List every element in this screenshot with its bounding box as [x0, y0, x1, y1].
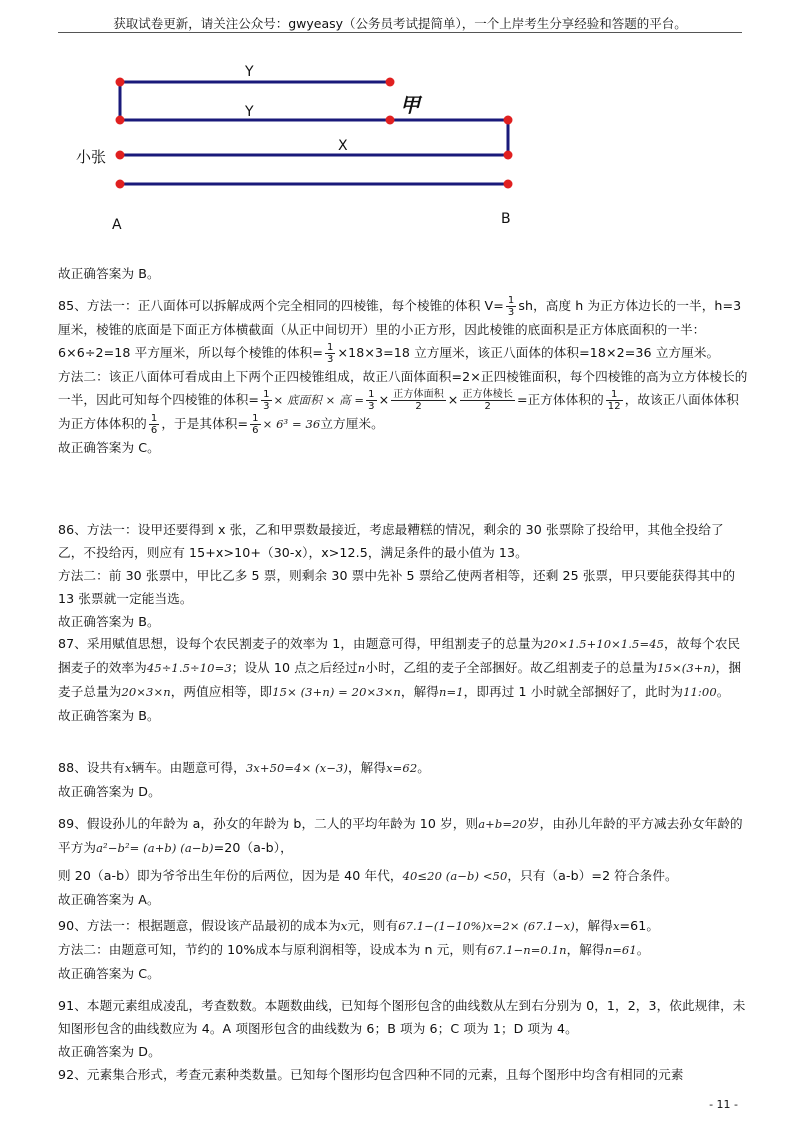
page-header: 获取试卷更新，请关注公众号：gwyeasy（公务员考试提简单），一个上岸考生分享经验和答题的平台。 — [113, 16, 687, 31]
q85-method1: 85、方法一：正八面体可以拆解成两个完全相同的四棱锥，每个棱锥的体积 V= $\frac{1}{3}$ sh，高度 h 为正方体边长的一半，h=3 厘米，棱锥的底面是下面正方体横截面（从正中间切开）里的小正方形，因此棱锥的底面积是正方体底面积的一半：6×6÷2=18 平方厘米，所以每个棱锥的体积= $\frac{1}{3}$ ×18×3=18 立方厘米，该正八面体的体积=18×2=36 立方厘米。 — [58, 295, 742, 365]
question-90: 90、方法一：根据题意，假设该产品最初的成本为x元，则有67.1−(1−10%)x=2× (67.1−x)，解得x=61。 方法二：由题意可知，节约的 10%成本与原利润相等，设成本为 n 元，则有67.1−n=0.1n，解得n=61。 故正确答案为 C。 — [58, 918, 660, 981]
point — [116, 151, 125, 160]
answer-84: 故正确答案为 B。 — [58, 266, 160, 281]
question-91: 91、本题元素组成凌乱，考查数数。本题数曲线，已知每个图形包含的曲线数从左到右分别为 0，1，2，3，依此规律，未知图形包含的曲线数应为 4。A 项图形包含的曲线数为 6；B 项为 6；C 项为 1；D 项为 4。 故正确答案为 D。 — [58, 998, 746, 1059]
question-86: 86、方法一：设甲还要得到 x 张，乙和甲票数最接近，考虑最糟糕的情况，剩余的 30 张票除了投给甲，其他全投给了乙，不投给丙，则应有 15+x>10+（30-x），x>12.5，满足条件的最小值为 13。 方法二：前 30 张票中，甲比乙多 5 票，则剩余 30 票中先补 5 票给乙使两者相等，还剩 25 张票，甲只要能获得其中的 13 张票就一定能当选。 故正确答案为 B。 — [58, 522, 736, 629]
header-divider — [58, 32, 742, 33]
question-89: 89、假设孙儿的年龄为 a，孙女的年龄为 b，二人的平均年龄为 10 岁，则a+b=20岁，由孙儿年龄的平方减去孙女年龄的平方为a²−b²= (a+b) (a−b)=20（a-b）， 则 20（a-b）即为爷爷出生年份的后两位，因为是 40 年代，40≤20 (a−b) <50，只有（a-b）=2 符合条件。 故正确答案为 A。 — [58, 816, 743, 907]
q85-method2: 方法二：该正八面体可看成由上下两个正四棱锥组成，故正八面体面积=2×正四棱锥面积，每个四棱锥的高为立方体棱长的一半，因此可知每个四棱锥的体积= $\frac{1}{3}$ × 底面积 × 高 = $\frac{1}{3}$ × $\frac{\text{正方体面积}}{2}$ × $\frac{\text{正方体棱长}}{2}$ =正方体体积的 $\frac{1}{12}$ ，故该正八面体体积为正方体体积的 $\frac{1}{6}$ ，于是其体积= $\frac{1}{6}$ × 6³ = 36立方厘米。 — [58, 369, 748, 436]
point — [504, 116, 513, 125]
label-a: A — [112, 217, 122, 233]
point — [116, 78, 125, 87]
question-88: 88、设共有x辆车。由题意可得，3x+50=4× (x−3)，解得x=62。 故正确答案为 D。 — [58, 760, 430, 799]
point — [504, 151, 513, 160]
question-87: 87、采用赋值思想，设每个农民割麦子的效率为 1，由题意可得，甲组割麦子的总量为20×1.5+10×1.5=45，故每个农民捆麦子的效率为45÷1.5÷10=3；设从 10 点之后经过n小时，乙组的麦子全部捆好。故乙组割麦子的总量为15×(3+n)，捆麦子总量为20×3×n，两值应相等，即15× (3+n) = 20×3×n，解得n=1，即再过 1 小时就全部捆好了，此时为11:00。 故正确答案为 B。 — [58, 636, 742, 723]
label-b: B — [501, 211, 511, 227]
label-y2: Y — [245, 104, 254, 120]
point — [116, 180, 125, 189]
question-85: 85、方法一：正八面体可以拆解成两个完全相同的四棱锥，每个棱锥的体积 V= $\frac{1}{3}$ sh，高度 h 为正方体边长的一半，h=3 厘米，棱锥的底面是下面正方体横截面（从正中间切开）里的小正方形，因此棱锥的底面积是正方体底面积的一半：6×6÷2=18 平方厘米，所以每个棱锥的体积= $\frac{1}{3}$ ×18×3=18 立方厘米，该正八面体的体积=18×2=36 立方厘米。 方法二：该正八面体可看成由上下两个正四棱锥组成，故正八面体面积=2×正四棱锥面积，每个四棱锥的高为立方体棱长的一半，因此可知每个四棱锥的体积= $\frac{1}{3}$ × 底面积 × 高 = $\frac{1}{3}$ × $\frac{\text{正方体面积}}{2}$ × $\frac{\text{正方体棱长}}{2}$ =正方体体积的 $\frac{1}{12}$ ，故该正八面体体积为正方体体积的 $\frac{1}{6}$ ，于是其体积= $\frac{1}{6}$ × 6³ = 36立方厘米。 故正确答案为 C。 — [58, 295, 748, 455]
question-92: 92、元素集合形式，考查元素种类数量。已知每个图形均包含四种不同的元素，且每个图形中均含有相同的元素 — [58, 1067, 684, 1082]
point — [504, 180, 513, 189]
route-diagram — [60, 40, 560, 240]
page-number: - 11 - — [709, 1098, 738, 1111]
point — [386, 116, 395, 125]
point — [386, 78, 395, 87]
label-x: X — [338, 138, 348, 154]
point — [116, 116, 125, 125]
label-y1: Y — [245, 64, 254, 80]
label-jia: 甲 — [400, 93, 420, 117]
label-xiaozhang: 小张 — [76, 148, 107, 166]
